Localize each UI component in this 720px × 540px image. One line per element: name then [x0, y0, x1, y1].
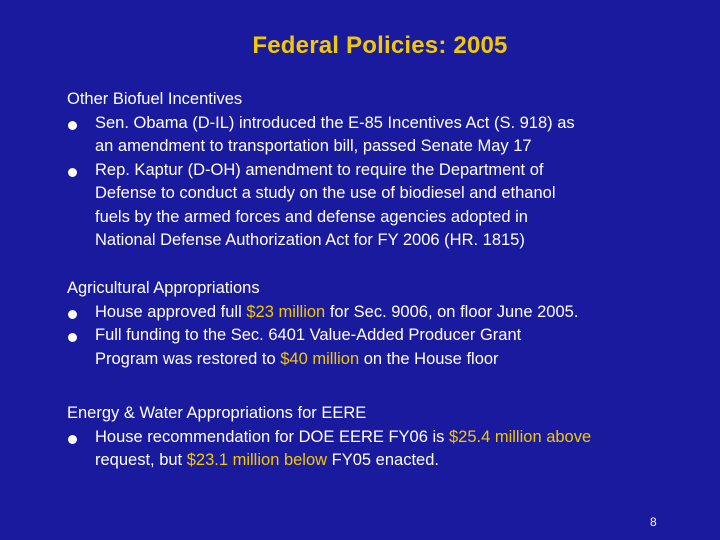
bullet-line: Sen. Obama (D-IL) introduced the E-85 Incentives Act (S. 918) as: [95, 113, 575, 132]
highlight-amount: $25.4 million above: [448, 427, 592, 446]
bullet-icon: [68, 121, 77, 130]
bullet-line: Defense to conduct a study on the use of biodiesel and ethanol: [95, 184, 556, 202]
section-heading: Agricultural Appropriations: [67, 279, 260, 297]
slide-title: Federal Policies: 2005: [252, 32, 508, 59]
bullet-icon: [68, 333, 77, 342]
highlight-amount: $40 million: [280, 349, 360, 368]
page-number: 8: [650, 515, 657, 529]
bullet-line: request, but $23.1 million below FY05 enacted.: [95, 451, 439, 469]
section-heading: Energy & Water Appropriations for EERE: [67, 404, 367, 422]
bullet-line: an amendment to transportation bill, passed Senate May 17: [95, 137, 532, 155]
highlight-amount: $23 million: [246, 302, 326, 321]
section-energy-water-appropriations: [67, 402, 687, 473]
section-other-biofuel-incentives: [67, 88, 687, 253]
bullet-line: House approved full $23 million for Sec. 9006, on floor June 2005.: [95, 302, 579, 321]
bullet-line: fuels by the armed forces and defense agencies adopted in: [95, 207, 528, 226]
bullet-item: [67, 324, 687, 371]
bullet-item: [67, 159, 687, 253]
bullet-icon: [68, 435, 77, 444]
highlight-amount: $23.1 million below: [186, 451, 328, 469]
section-agricultural-appropriations: [67, 277, 687, 371]
bullet-line: Full funding to the Sec. 6401 Value-Added Producer Grant: [95, 326, 522, 344]
bullet-line: Program was restored to $40 million on the House floor: [95, 349, 499, 368]
bullet-line: National Defense Authorization Act for FY 2006 (HR. 1815): [95, 231, 525, 249]
bullet-line: Rep. Kaptur (D-OH) amendment to require the Department of: [95, 160, 544, 179]
bullet-line: House recommendation for DOE EERE FY06 is $25.4 million above: [95, 427, 592, 446]
bullet-item: [67, 301, 687, 325]
bullet-item: [67, 112, 687, 159]
section-heading: Other Biofuel Incentives: [67, 90, 243, 108]
bullet-item: [67, 426, 687, 473]
bullet-icon: [68, 168, 77, 177]
bullet-icon: [68, 310, 77, 319]
